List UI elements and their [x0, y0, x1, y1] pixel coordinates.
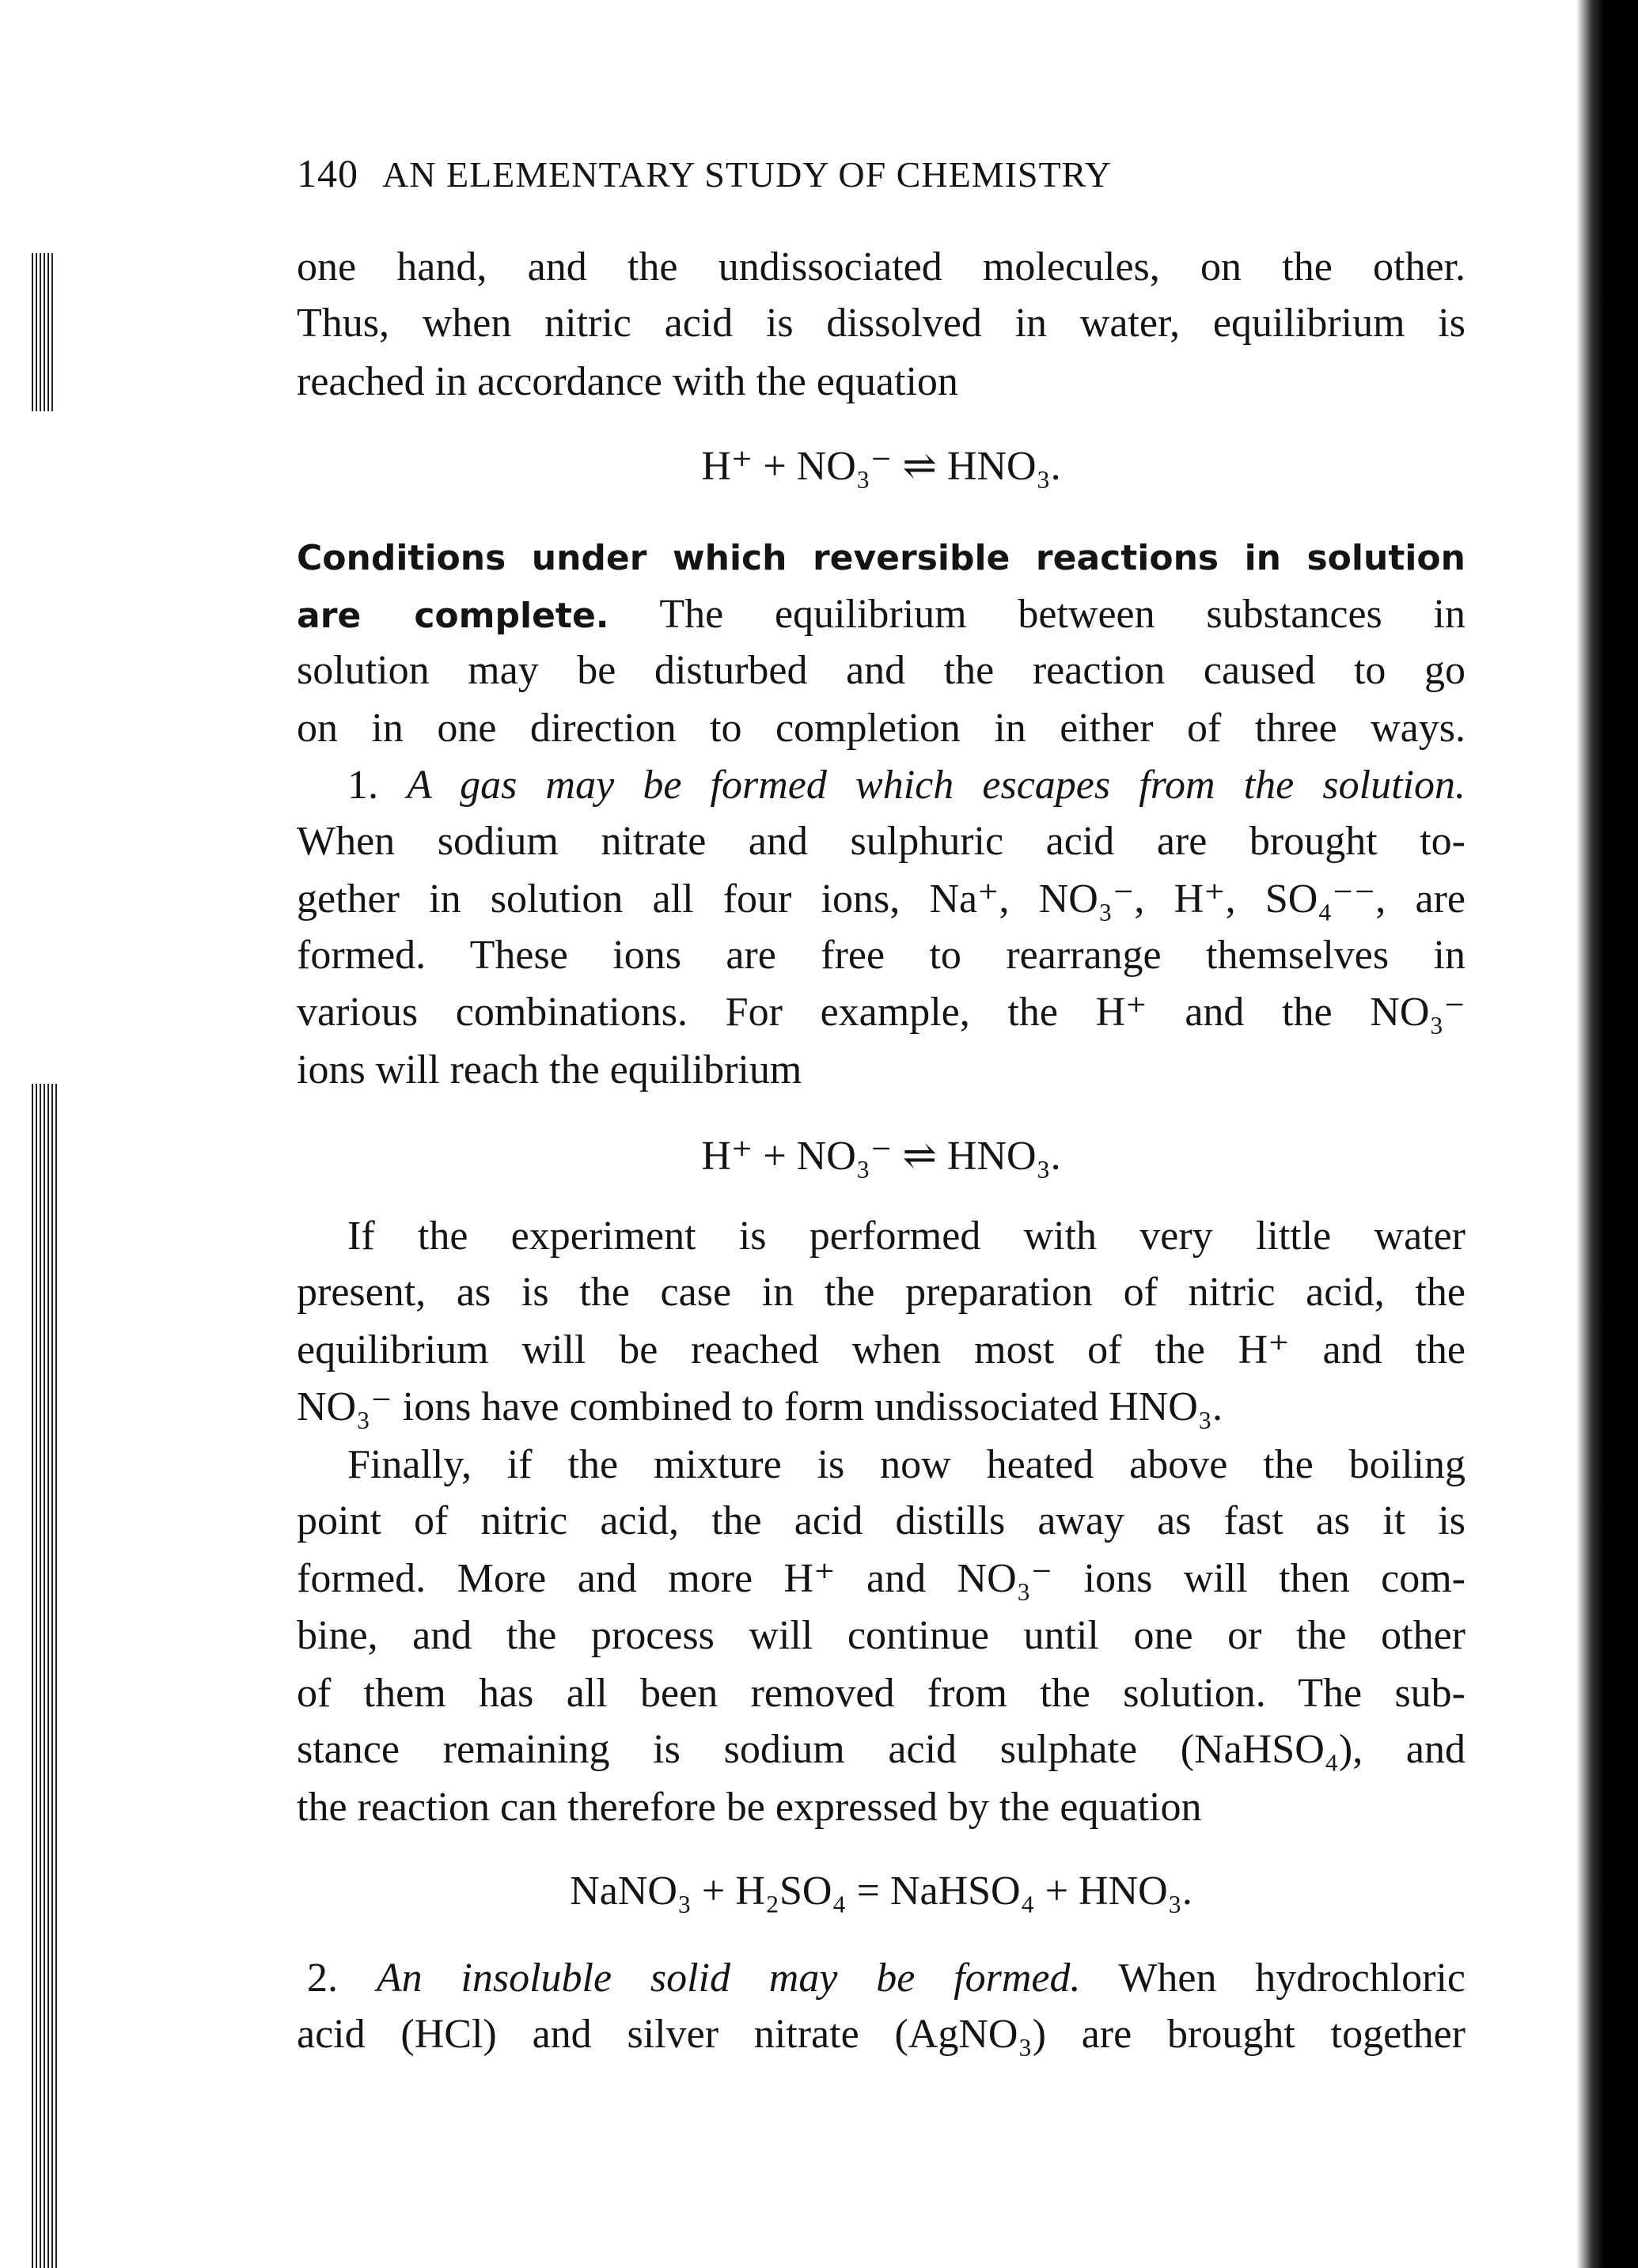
text-line: of them has all been removed from the solution. The sub- [297, 1671, 1465, 1716]
text-line: ions will reach the equilibrium [297, 1047, 802, 1092]
equation: H⁺ + NO₃⁻ ⇌ HNO₃. [701, 444, 1061, 489]
text-line: solution may be disturbed and the reaction caused to go [297, 648, 1465, 693]
page-number: 140 [297, 151, 358, 195]
item-title: An insoluble solid may be formed. [376, 1956, 1081, 2001]
heading-text: are complete. [297, 596, 609, 636]
text-line: formed. More and more H⁺ and NO₃⁻ ions will then com- [297, 1556, 1465, 1601]
item-title: A gas may be formed which escapes from the solution. [407, 763, 1465, 808]
item-number: 1. [347, 763, 378, 808]
text-line: NO₃⁻ ions have combined to form undissociated HNO₃. [297, 1384, 1223, 1429]
text-line: Thus, when nitric acid is dissolved in water, equilibrium is [297, 301, 1465, 346]
text-line: formed. These ions are free to rearrange themselves in [297, 933, 1465, 978]
text-line: the reaction can therefore be expressed by the equation [297, 1785, 1202, 1830]
running-header [297, 145, 1465, 202]
text-line: one hand, and the undissociated molecules, on the other. [297, 244, 1465, 290]
text-line: equilibrium will be reached when most of the H⁺ and the [297, 1327, 1465, 1373]
text-line: present, as is the case in the preparation of nitric acid, the [297, 1270, 1465, 1315]
text-line [297, 586, 1465, 643]
text-span: When hydrochloric [1118, 1956, 1465, 2001]
binding-mark [32, 1084, 59, 2268]
equation: NaNO₃ + H₂SO₄ = NaHSO₄ + HNO₃. [570, 1869, 1192, 1914]
text-line: various combinations. For example, the H⁺ and the NO₃⁻ [297, 990, 1465, 1035]
binding-mark [32, 253, 55, 411]
text-line: stance remaining is sodium acid sulphate (NaHSO₄), and [297, 1727, 1465, 1772]
text-line: acid (HCl) and silver nitrate (AgNO₃) are brought together [297, 2012, 1465, 2057]
text-line: on in one direction to completion in either of three ways. [297, 706, 1465, 751]
text-line: bine, and the process will continue until one or the other [297, 1613, 1465, 1658]
text-line [347, 757, 1465, 814]
text-line: reached in accordance with the equation [297, 359, 958, 404]
heading-text: Conditions under which reversible reactions in solution [297, 538, 1465, 578]
text-span: The equilibrium between substances in [659, 592, 1466, 637]
text-line: gether in solution all four ions, Na⁺, NO₃⁻, H⁺, SO₄⁻⁻, are [297, 877, 1465, 922]
equation: H⁺ + NO₃⁻ ⇌ HNO₃. [701, 1134, 1061, 1179]
text-line: If the experiment is performed with very little water [347, 1214, 1465, 1259]
text-line [307, 1950, 1465, 2007]
running-title: AN ELEMENTARY STUDY OF CHEMISTRY [382, 154, 1112, 195]
text-line: When sodium nitrate and sulphuric acid are brought to- [297, 819, 1465, 864]
text-line: Finally, if the mixture is now heated above the boiling [347, 1442, 1465, 1487]
text-line: point of nitric acid, the acid distills away as fast as it is [297, 1498, 1465, 1543]
section-heading [297, 528, 1465, 585]
page-edge-shadow [1576, 0, 1638, 2268]
item-number: 2. [307, 1956, 338, 2001]
